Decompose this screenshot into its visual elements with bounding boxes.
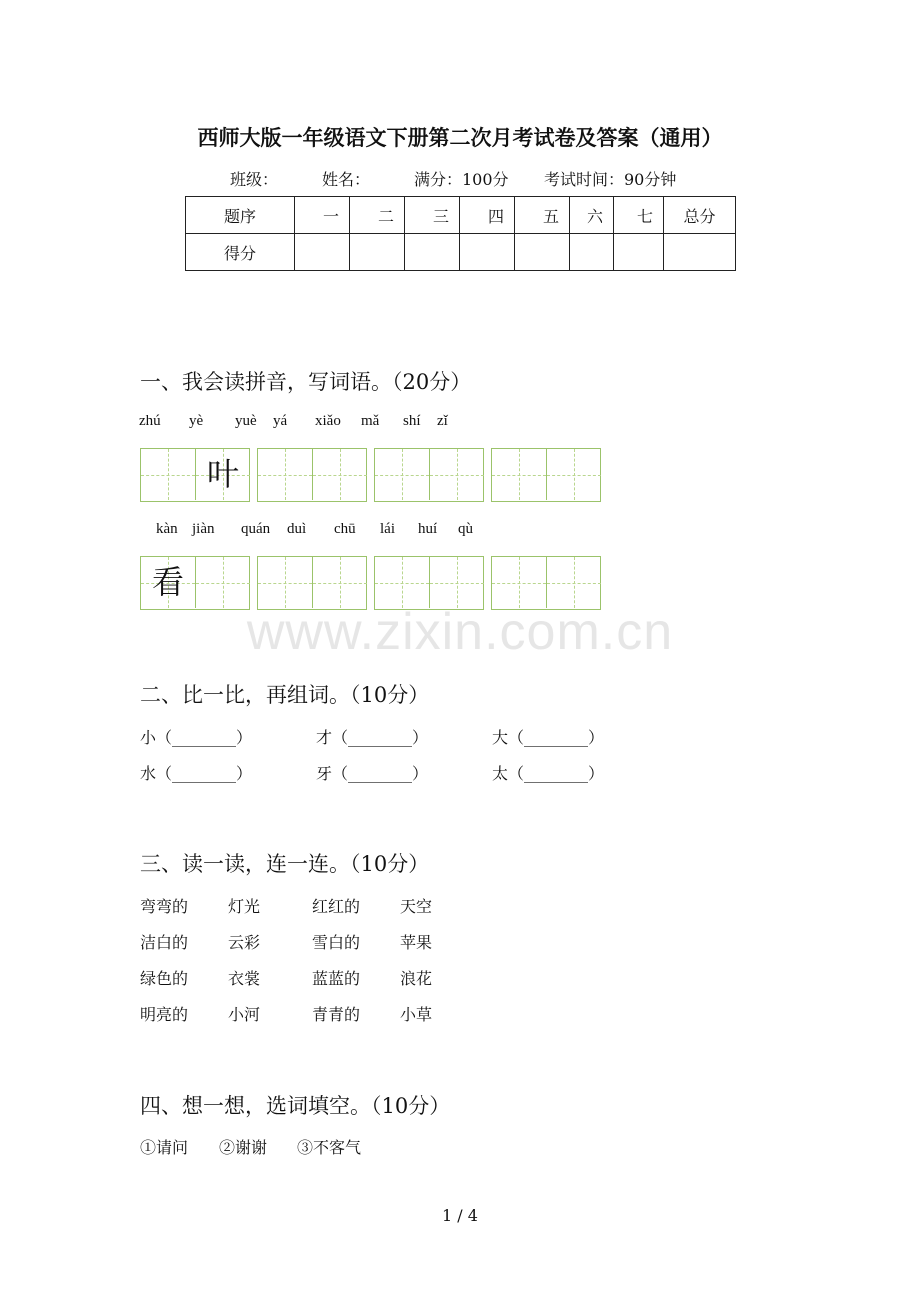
- exam-time-label: 考试时间：90分钟: [544, 170, 677, 189]
- pinyin: zǐ: [437, 413, 448, 429]
- pinyin: qù: [458, 521, 473, 537]
- match-word[interactable]: 明亮的: [140, 1005, 189, 1024]
- score-table-header-cell: 二: [350, 197, 405, 234]
- match-word[interactable]: 红红的: [312, 897, 361, 916]
- match-word[interactable]: 灯光: [228, 897, 261, 916]
- name-label: 姓名：: [322, 170, 371, 189]
- word-blank-item[interactable]: 水（________）: [140, 764, 253, 783]
- pinyin: duì: [287, 521, 307, 537]
- pinyin: mǎ: [361, 413, 380, 429]
- score-table-header-cell: 七: [614, 197, 664, 234]
- match-word[interactable]: 浪花: [400, 969, 433, 988]
- score-table-row-label: 得分: [186, 234, 295, 271]
- score-cell[interactable]: [460, 234, 515, 271]
- score-table-header-cell: 总分: [664, 197, 736, 234]
- page-title: 西师大版一年级语文下册第二次月考试卷及答案（通用）: [197, 125, 723, 150]
- match-word[interactable]: 小河: [228, 1005, 261, 1024]
- pinyin: kàn: [156, 521, 178, 537]
- writing-grid[interactable]: [491, 448, 601, 502]
- score-table-header-cell: 一: [295, 197, 350, 234]
- section-4-heading: 四、想一想，选词填空。（10分）: [140, 1094, 451, 1118]
- section-1-heading: 一、我会读拼音，写词语。（20分）: [140, 370, 472, 394]
- word-blank-item[interactable]: 牙（________）: [316, 764, 429, 783]
- class-label: 班级：: [230, 170, 279, 189]
- pinyin: yuè: [235, 413, 257, 429]
- match-word[interactable]: 蓝蓝的: [312, 969, 361, 988]
- pinyin: chū: [334, 521, 356, 537]
- score-table-header-cell: 六: [570, 197, 614, 234]
- match-word[interactable]: 苹果: [400, 933, 433, 952]
- match-word[interactable]: 云彩: [228, 933, 261, 952]
- score-table-score-row: [186, 234, 736, 271]
- pinyin: yá: [273, 413, 288, 429]
- full-score-label: 满分：100分: [414, 170, 509, 189]
- pinyin: yè: [189, 413, 204, 429]
- grid-character: 叶: [206, 455, 239, 493]
- match-word[interactable]: 小草: [400, 1005, 433, 1024]
- page-number: 1 / 4: [442, 1206, 478, 1225]
- score-cell[interactable]: [614, 234, 664, 271]
- score-table-header-cell: 四: [460, 197, 515, 234]
- writing-grid[interactable]: [374, 448, 484, 502]
- watermark: www.zixin.com.cn: [246, 603, 674, 661]
- match-word[interactable]: 雪白的: [312, 933, 361, 952]
- score-table-header-cell: 题序: [186, 197, 295, 234]
- score-cell[interactable]: [350, 234, 405, 271]
- pinyin: shí: [403, 413, 421, 429]
- word-option: ②谢谢: [219, 1138, 268, 1157]
- score-cell[interactable]: [295, 234, 350, 271]
- word-blank-item[interactable]: 小（________）: [140, 728, 253, 747]
- pinyin: jiàn: [192, 521, 215, 537]
- pinyin: huí: [418, 521, 438, 537]
- score-table-header-cell: 三: [405, 197, 460, 234]
- pinyin: quán: [241, 521, 271, 537]
- word-blank-item[interactable]: 大（________）: [492, 728, 605, 747]
- match-word[interactable]: 洁白的: [140, 933, 189, 952]
- score-cell[interactable]: [570, 234, 614, 271]
- match-word[interactable]: 绿色的: [140, 969, 189, 988]
- score-cell[interactable]: [515, 234, 570, 271]
- score-table-header-cell: 五: [515, 197, 570, 234]
- score-cell[interactable]: [405, 234, 460, 271]
- match-word[interactable]: 天空: [400, 897, 433, 916]
- match-word[interactable]: 衣裳: [228, 969, 261, 988]
- grid-character: 看: [151, 563, 184, 601]
- section-3-heading: 三、读一读，连一连。（10分）: [140, 852, 430, 876]
- writing-grid[interactable]: [257, 448, 367, 502]
- word-blank-item[interactable]: 太（________）: [492, 764, 605, 783]
- word-option: ③不客气: [297, 1138, 362, 1157]
- word-blank-item[interactable]: 才（________）: [316, 728, 429, 747]
- pinyin: xiǎo: [315, 413, 341, 429]
- score-cell[interactable]: [664, 234, 736, 271]
- match-word[interactable]: 青青的: [312, 1005, 361, 1024]
- writing-grid[interactable]: [140, 448, 250, 502]
- section-2-heading: 二、比一比，再组词。（10分）: [140, 683, 430, 707]
- score-table: [185, 196, 736, 271]
- pinyin: zhú: [139, 413, 161, 429]
- score-table-header-row: [186, 197, 736, 234]
- word-option: ①请问: [140, 1138, 189, 1157]
- match-word[interactable]: 弯弯的: [140, 897, 189, 916]
- pinyin: lái: [380, 521, 395, 537]
